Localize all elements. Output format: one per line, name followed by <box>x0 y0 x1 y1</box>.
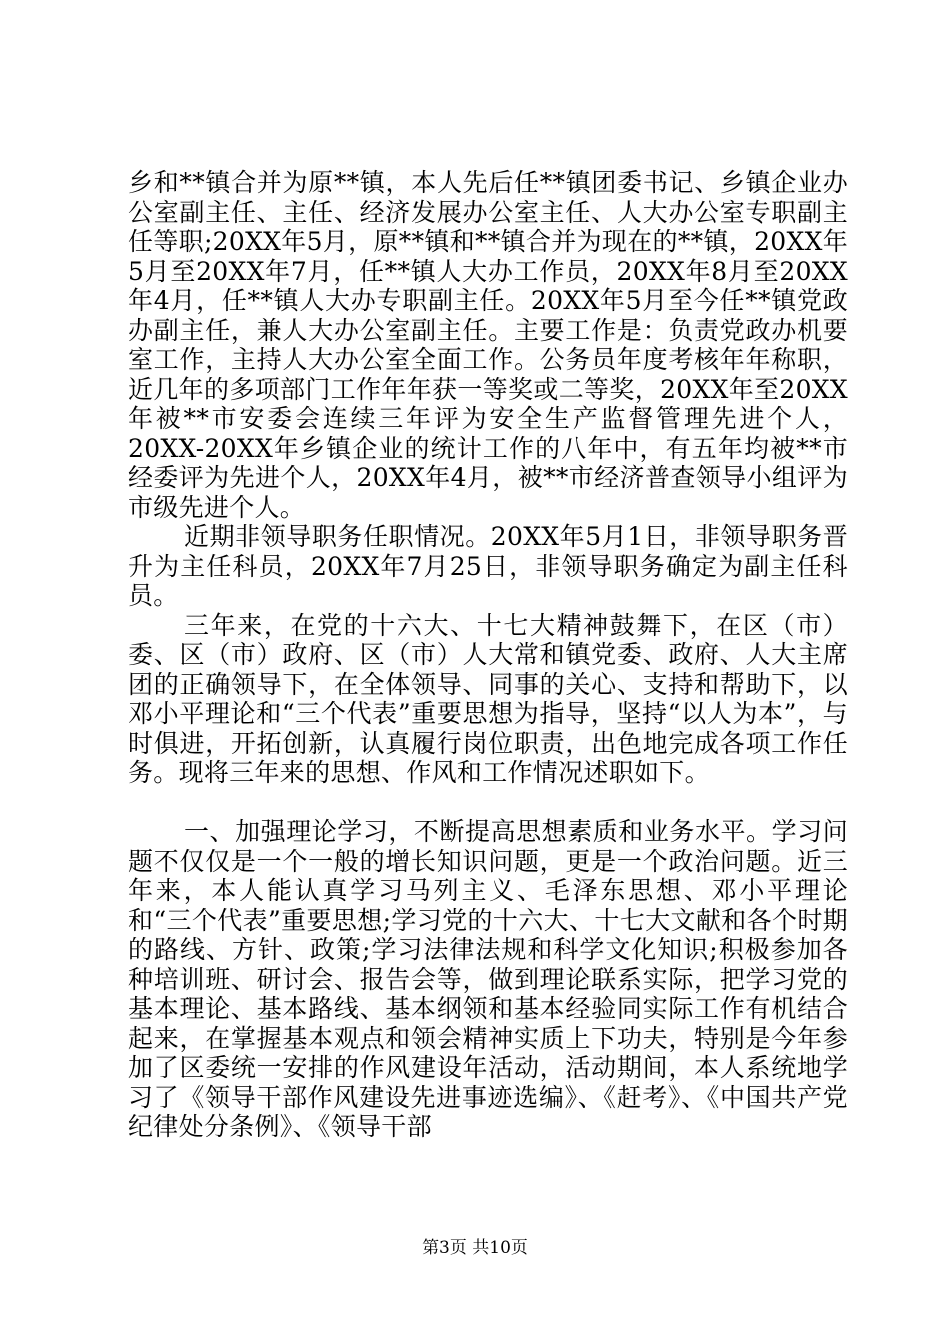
paragraph-non-leadership-post: 近期非领导职务任职情况。20XX年5月1日，非领导职务晋升为主任科员，20XX年7月25日，非领导职务确定为副主任科员。 <box>128 522 848 610</box>
paragraph-three-year-summary: 三年来，在党的十六大、十七大精神鼓舞下，在区（市）委、区（市）政府、区（市）人大常和镇党委、政府、人大主席团的正确领导下，在全体领导、同事的关心、支持和帮助下，以邓小平理论和“三个代表”重要思想为指导，坚持“以人为本”，与时俱进，开拓创新，认真履行岗位职责，出色地完成各项工作任务。现将三年来的思想、作风和工作情况述职如下。 <box>128 610 848 787</box>
paragraph-spacer <box>128 788 848 818</box>
page-number-footer: 第3页 共10页 <box>422 1238 528 1258</box>
paragraph-career-history: 乡和**镇合并为原**镇，本人先后任**镇团委书记、乡镇企业办公室副主任、主任、经济发展办公室主任、人大办公室专职副主任等职;20XX年5月，原**镇和**镇合并为现在的**镇，20XX年5月至20XX年7月，任**镇人大办工作员，20XX年8月至20XX年4月，任**镇人大办专职副主任。20XX年5月至今任**镇党政办副主任，兼人大办公室副主任。主要工作是：负责党政办机要室工作，主持人大办公室全面工作。公务员年度考核年年称职，近几年的多项部门工作年年获一等奖或二等奖，20XX年至20XX年被**市安委会连续三年评为安全生产监督管理先进个人，20XX-20XX年乡镇企业的统计工作的八年中，有五年均被**市经委评为先进个人，20XX年4月，被**市经济普查领导小组评为市级先进个人。 <box>128 168 848 522</box>
document-body <box>128 168 848 1142</box>
paragraph-theory-study: 一、加强理论学习，不断提高思想素质和业务水平。学习问题不仅仅是一个一般的增长知识问题，更是一个政治问题。近三年来，本人能认真学习马列主义、毛泽东思想、邓小平理论和“三个代表”重要思想;学习党的十六大、十七大文献和各个时期的路线、方针、政策;学习法律法规和科学文化知识;积极参加各种培训班、研讨会、报告会等，做到理论联系实际，把学习党的基本理论、基本路线、基本纲领和基本经验同实际工作有机结合起来，在掌握基本观点和领会精神实质上下功夫，特别是今年参加了区委统一安排的作风建设年活动，活动期间，本人系统地学习了《领导干部作风建设先进事迹选编》、《赶考》、《中国共产党纪律处分条例》、《领导干部 <box>128 817 848 1141</box>
